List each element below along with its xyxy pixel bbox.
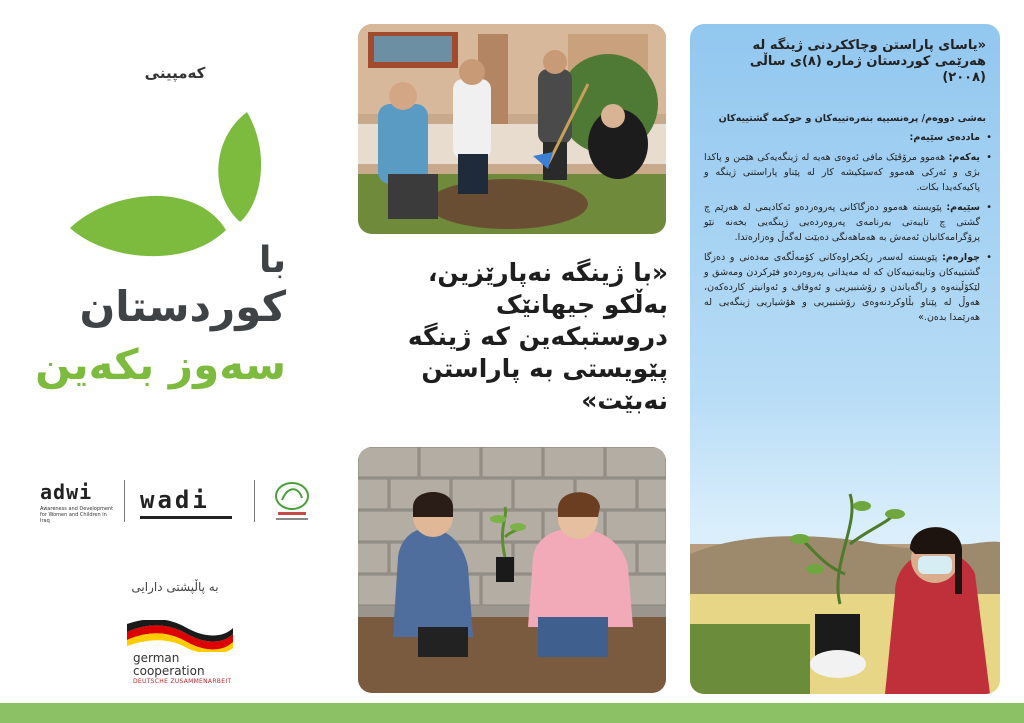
german-cooperation-text	[133, 652, 205, 678]
gc-line-cooperation: cooperation	[133, 664, 205, 678]
law-articles-list	[704, 130, 994, 330]
partner-divider	[124, 480, 125, 522]
german-cooperation-flag-icon	[125, 620, 235, 652]
law-panel	[690, 24, 1000, 694]
bottom-color-bar	[0, 703, 1024, 723]
wadi-logo: wadi	[140, 486, 210, 514]
campaign-quote: «با ژینگە نەپارێزین، بەڵکو جیهانێک دروستبکەین کە ژینگە پێویستی بە پاراستن نەبێت»	[407, 258, 668, 415]
financial-support-label: بە پاڵپشتی دارایی	[131, 580, 219, 594]
list-item	[704, 250, 994, 325]
logo-line-green: سەوز بکەین	[35, 340, 286, 389]
logo-line-ba: با	[258, 240, 286, 281]
seal-logo	[270, 478, 314, 524]
article-body: هەموو مرۆڤێک مافی ئەوەی هەیە لە ژینگەیەکی هێمن و پاکدا بژی و ئەرکی هەموو کەسێکیشە کار لە پێناو پاراستنی ژینگە و پاکیەکەیدا بکات.	[704, 152, 980, 193]
list-item	[704, 130, 994, 145]
article-heading: یەکەم:	[948, 152, 980, 163]
list-item	[704, 200, 994, 245]
logo-line-kurdistan: کوردستان	[79, 282, 286, 331]
leaf-logo-icon	[60, 110, 290, 260]
article-body: پێویستە هەموو دەزگاکانی پەروەردەو ئەکادیمی لە هەرێم چ گشتی چ تایبەتی بەرنامەی پەروەردەیی ژینگەیی بخەنە نێو پرۆگرامەکانیان ئەمەش بە هەماهەنگی دەبێت لەگەڵ وەزارەتدا.	[704, 202, 980, 243]
gc-line-deutsche: DEUTSCHE ZUSAMMENARBEIT	[133, 678, 232, 685]
photo-tree-planting-students	[358, 24, 666, 234]
partner-logos	[40, 478, 320, 528]
article-body: پێویستە لەسەر رێکخراوەکانی کۆمەڵگەی مەدەنی و دەزگا گشتییەکان وتایبەتییەکان کە لە مەیدانی پەروەردەو فێرکردن ومەشق و لێکۆڵینەوە و راگەیاندن و رۆشنبیریی و ئەوقاف و ئەوانیتر کاردەکەن، هەوڵ لە پێناو بڵاوکردنەوەی رۆشنبیریی و هۆشیاریی ژینگەیی لە هەرێمدا بدەن.»	[704, 252, 980, 323]
campaign-label: کەمپینی	[144, 64, 206, 82]
photo-girls-planting	[358, 447, 666, 693]
wadi-underline	[140, 516, 232, 519]
law-section-subtitle: بەشی دووەم/ پرەنسیپە بنەرەتییەکان و حوکمە گشتییەکان	[718, 113, 986, 124]
article-heading: چوارەم:	[942, 252, 980, 263]
law-title: «یاسای پاراستن وچاککردنی ژینگە لە هەرێمی کوردستان ژمارە (٨)ی ساڵی (٢٠٠٨)	[749, 38, 986, 85]
adwi-subtitle: Awareness and Development for Women and Children in Iraq	[40, 506, 114, 524]
photo-girl-with-plant	[690, 484, 1000, 694]
article-heading: ماددەی سێیەم:	[909, 132, 980, 143]
article-heading: سێیەم:	[946, 202, 980, 213]
list-item	[704, 150, 994, 195]
adwi-wordmark: adwi	[40, 480, 93, 504]
gc-line-german: german	[133, 651, 180, 665]
partner-divider	[254, 480, 255, 522]
adwi-logo	[40, 480, 115, 524]
